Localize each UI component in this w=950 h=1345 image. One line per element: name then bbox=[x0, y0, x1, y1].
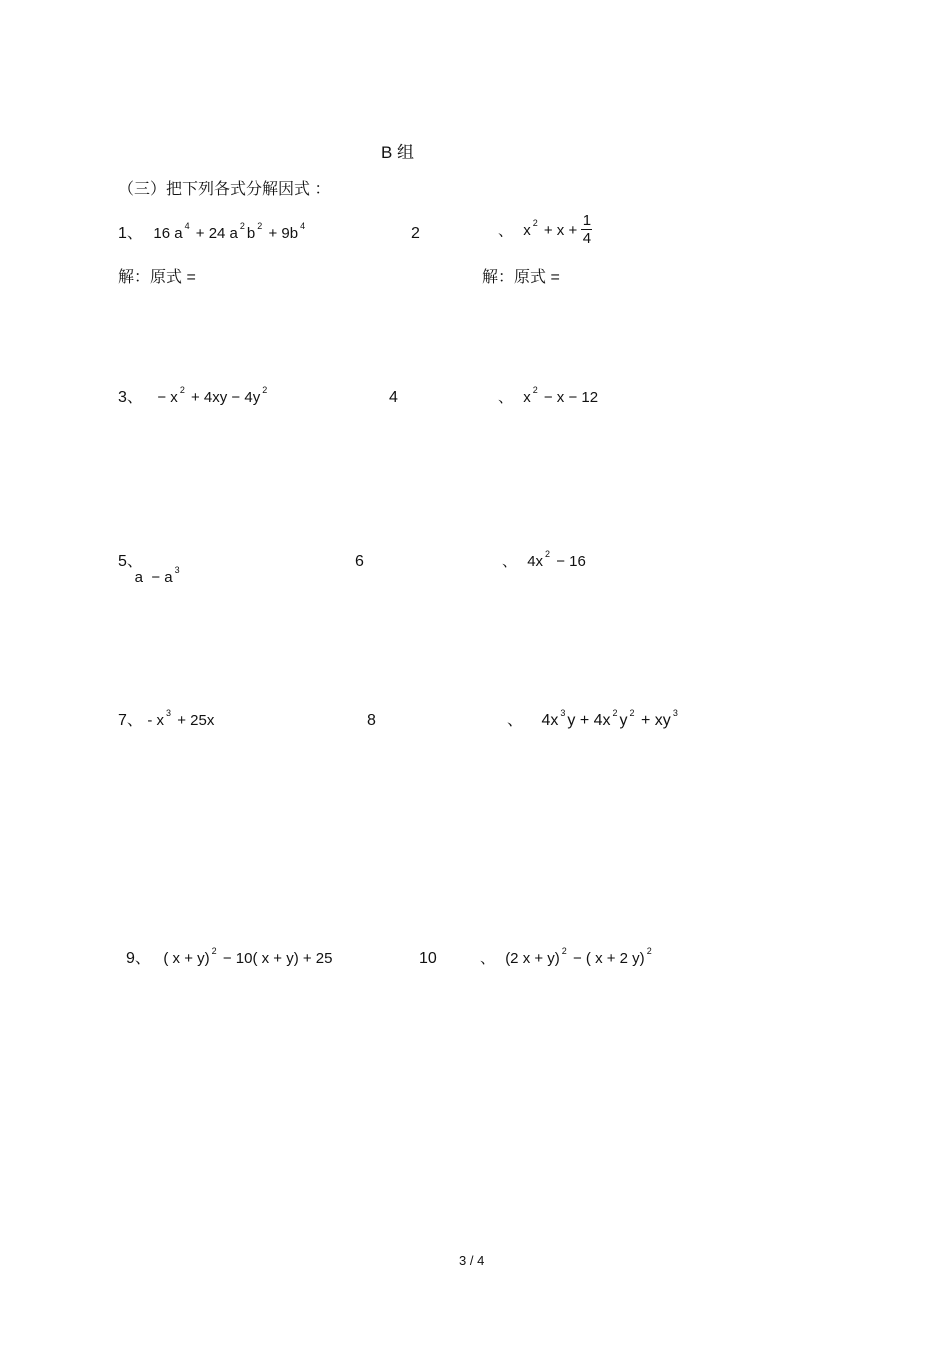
section-heading: （三）把下列各式分解因式 ： bbox=[118, 181, 331, 198]
term: b bbox=[246, 225, 256, 242]
problem-6-number: 6 bbox=[355, 553, 364, 570]
separator: 、 bbox=[126, 389, 143, 406]
exponent: 4 bbox=[184, 221, 190, 231]
term: ( x + y) bbox=[163, 950, 210, 967]
exponent: 3 bbox=[174, 565, 180, 575]
separator: 、 bbox=[498, 222, 514, 240]
problem-number: 1 bbox=[118, 225, 127, 242]
problem-number: 3 bbox=[118, 389, 127, 406]
exponent: 2 bbox=[262, 385, 268, 395]
group-title: B 组 bbox=[381, 143, 415, 162]
problem-8-number: 8 bbox=[367, 712, 376, 729]
term: + xy bbox=[641, 712, 671, 729]
term: 4x bbox=[541, 712, 559, 729]
problem-10 bbox=[480, 946, 654, 967]
problem-2 bbox=[498, 214, 592, 249]
term: − 16 bbox=[556, 553, 586, 570]
term: + 9b bbox=[268, 225, 299, 242]
term: x bbox=[523, 389, 531, 406]
term: y bbox=[619, 712, 628, 729]
problem-number: 7 bbox=[118, 712, 127, 729]
exponent: 3 bbox=[672, 708, 678, 718]
exponent: 2 bbox=[561, 946, 567, 956]
exponent: 2 bbox=[532, 385, 538, 395]
term: 16 a bbox=[153, 225, 183, 242]
problem-4-number: 4 bbox=[389, 389, 398, 406]
exponent: 4 bbox=[300, 221, 306, 231]
term: − 10( x + y) + 25 bbox=[222, 950, 333, 967]
problem-1 bbox=[118, 221, 307, 242]
problem-10-number: 10 bbox=[419, 950, 437, 967]
exponent: 2 bbox=[646, 946, 652, 956]
exponent: 3 bbox=[166, 708, 172, 718]
term: + x + bbox=[543, 222, 578, 240]
problem-6 bbox=[502, 549, 586, 570]
problem-9 bbox=[126, 946, 333, 967]
problem-5 bbox=[118, 554, 182, 602]
problem-number: 5 bbox=[118, 553, 127, 570]
separator: 、 bbox=[126, 553, 143, 570]
term: (2 x + y) bbox=[505, 950, 560, 967]
exponent: 3 bbox=[560, 708, 566, 718]
separator: 、 bbox=[502, 553, 518, 570]
fraction-numerator: 1 bbox=[582, 212, 592, 229]
exponent: 2 bbox=[545, 549, 551, 559]
exponent: 2 bbox=[239, 221, 245, 231]
separator: 、 bbox=[507, 712, 524, 729]
term: − x bbox=[157, 389, 178, 406]
solution-label-1: 解：原式 = bbox=[118, 269, 196, 286]
separator: 、 bbox=[126, 225, 143, 242]
problem-3 bbox=[118, 385, 269, 406]
term: x bbox=[523, 222, 531, 240]
separator: 、 bbox=[134, 950, 151, 967]
term: + 25x bbox=[177, 712, 215, 729]
problem-4 bbox=[498, 385, 599, 406]
term: − ( x + 2 y) bbox=[572, 950, 645, 967]
solution-label-2: 解：原式 = bbox=[482, 269, 560, 286]
term: a − a bbox=[134, 569, 173, 586]
exponent: 2 bbox=[211, 946, 217, 956]
fraction bbox=[581, 212, 592, 247]
term: - x bbox=[147, 712, 165, 729]
separator: 、 bbox=[498, 389, 514, 406]
term: − x − 12 bbox=[543, 389, 599, 406]
term: 4x bbox=[527, 553, 544, 570]
problem-number: 9 bbox=[126, 950, 135, 967]
exponent: 2 bbox=[257, 221, 263, 231]
term: y + 4x bbox=[567, 712, 611, 729]
exponent: 2 bbox=[612, 708, 618, 718]
fraction-denominator: 4 bbox=[582, 230, 592, 247]
term: + 4xy − 4y bbox=[191, 389, 261, 406]
term: + 24 a bbox=[195, 225, 238, 242]
exponent: 2 bbox=[179, 385, 185, 395]
problem-7 bbox=[118, 708, 215, 729]
page-number: 3 / 4 bbox=[459, 1253, 485, 1268]
exponent: 2 bbox=[532, 218, 538, 229]
separator: 、 bbox=[126, 712, 143, 729]
problem-8 bbox=[507, 708, 680, 729]
exponent: 2 bbox=[629, 708, 635, 718]
separator: 、 bbox=[480, 950, 496, 967]
problem-2-number: 2 bbox=[411, 225, 420, 242]
